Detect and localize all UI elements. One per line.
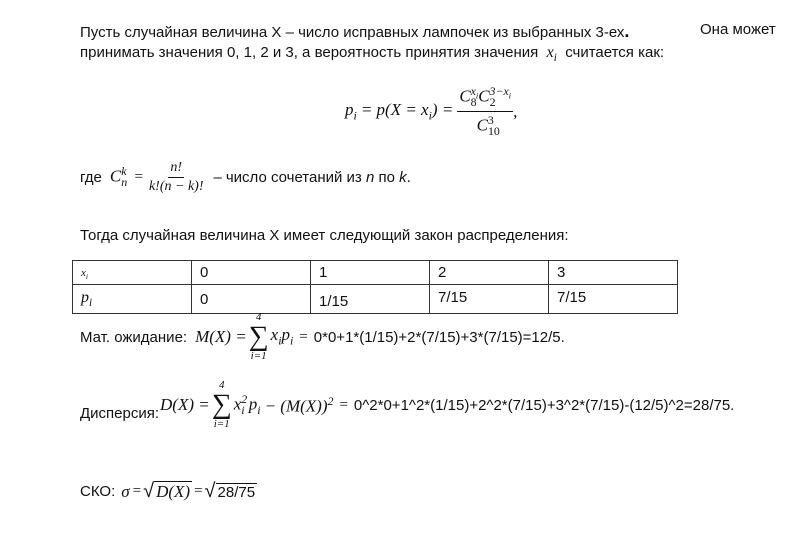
variance-eq: = <box>339 396 348 413</box>
table-cell: 0 <box>192 285 311 314</box>
intro-line-2 <box>80 44 664 64</box>
formula-p-lhs: $p_i$ <box>345 99 357 123</box>
intro-var <box>546 44 557 65</box>
formula-p-numerator: $C_8^{x_i}C_2^{3-x_i}$ <box>457 84 513 112</box>
sko-inner: D(X) <box>156 482 191 501</box>
table-row-x <box>73 261 678 285</box>
sum-top: 4 <box>255 311 262 323</box>
variance-sum <box>210 380 234 430</box>
table-cell: 7/15 <box>430 285 549 314</box>
combination-fraction <box>147 160 206 195</box>
combination-numerator: n! <box>168 160 184 178</box>
formula-p-fraction <box>457 84 513 139</box>
variance-lhs: D(X) = <box>160 395 210 414</box>
combination-k: k <box>399 169 407 186</box>
intro-var-x: x <box>546 44 554 61</box>
law-heading: Тогда случайная величина X имеет следующий закон распределения: <box>80 227 569 244</box>
intro-var-sub: i <box>553 52 557 65</box>
intro-line-1-text: Пусть случайная величина X – число исправных лампочек из выбранных 3-ех <box>80 24 625 41</box>
table-row-label: $p_i$ <box>73 285 192 314</box>
combination-prefix: где <box>80 169 102 186</box>
variance-label: Дисперсия: <box>80 405 160 422</box>
formula-p-tail: , <box>513 101 518 121</box>
sko-value: 28/75 <box>217 483 256 501</box>
variance-line <box>160 380 734 430</box>
table-cell: 1 <box>311 261 430 285</box>
sko-sigma: σ <box>121 481 130 501</box>
expectation-eq: = <box>299 328 308 345</box>
variance-term: $x^2_i$ $p_i$ <box>233 391 261 418</box>
expectation-term: $x_ip_i$ <box>270 325 294 348</box>
variance-minus: − $(M(X))^2$ <box>264 393 334 416</box>
combination-symbol: $C_n^k$ <box>109 164 128 190</box>
expectation-line <box>80 312 565 362</box>
intro-line-2-a: принимать значения 0, 1, 2 и 3, а вероятность принятия значения <box>80 44 539 61</box>
combination-definition <box>80 160 411 195</box>
expectation-sum <box>247 312 271 362</box>
sum-symbol: ∑ <box>211 389 232 420</box>
combination-eq: = <box>134 169 143 185</box>
expectation-result: 0*0+1*(1/15)+2*(7/15)+3*(7/15)=12/5. <box>313 328 565 346</box>
table-cell: 3 <box>549 261 678 285</box>
table-cell: 1/15 <box>311 285 430 314</box>
sko-line <box>80 480 257 503</box>
sko-eq2: = <box>194 483 203 499</box>
table-cell: 7/15 <box>549 285 678 314</box>
sqrt-icon: √ <box>143 480 155 502</box>
variance-result: 0^2*0+1^2*(1/15)+2^2*(7/15)+3^2*(7/15)-(12/5)^2=28/75. <box>353 396 735 414</box>
intro-dot: . <box>624 21 630 41</box>
sum-symbol: ∑ <box>248 321 269 352</box>
intro-line-1-right: Она может <box>700 21 776 38</box>
table-row-label: $x_i$ <box>73 261 192 285</box>
sum-bottom: i=1 <box>250 350 267 362</box>
distribution-table <box>72 260 678 314</box>
sqrt-icon: √ <box>204 480 216 502</box>
formula-p-mid: = $p(X = x_i)$ = <box>360 99 454 123</box>
expectation-lhs: M(X) = <box>195 327 247 346</box>
combination-dash: – <box>213 169 222 186</box>
table-cell: 2 <box>430 261 549 285</box>
formula-p-denominator: $C_{10}^3$ <box>476 113 500 139</box>
intro-line-1 <box>80 21 629 42</box>
sum-bottom: i=1 <box>213 418 230 430</box>
intro-line-2-b: считается как: <box>565 44 665 61</box>
table-cell: 0 <box>192 261 311 285</box>
combination-text-b: по <box>378 169 395 186</box>
sko-eq: = <box>132 483 142 499</box>
combination-text-a: число сочетаний из <box>225 169 362 186</box>
expectation-label: Мат. ожидание: <box>80 328 188 346</box>
sum-top: 4 <box>218 379 225 391</box>
combination-end: . <box>406 169 411 186</box>
sko-label: СКО: <box>80 483 116 500</box>
combination-n: n <box>365 169 375 186</box>
probability-formula <box>345 84 517 139</box>
table-row-p <box>73 285 678 314</box>
combination-denominator: k!(n − k)! <box>148 179 204 194</box>
